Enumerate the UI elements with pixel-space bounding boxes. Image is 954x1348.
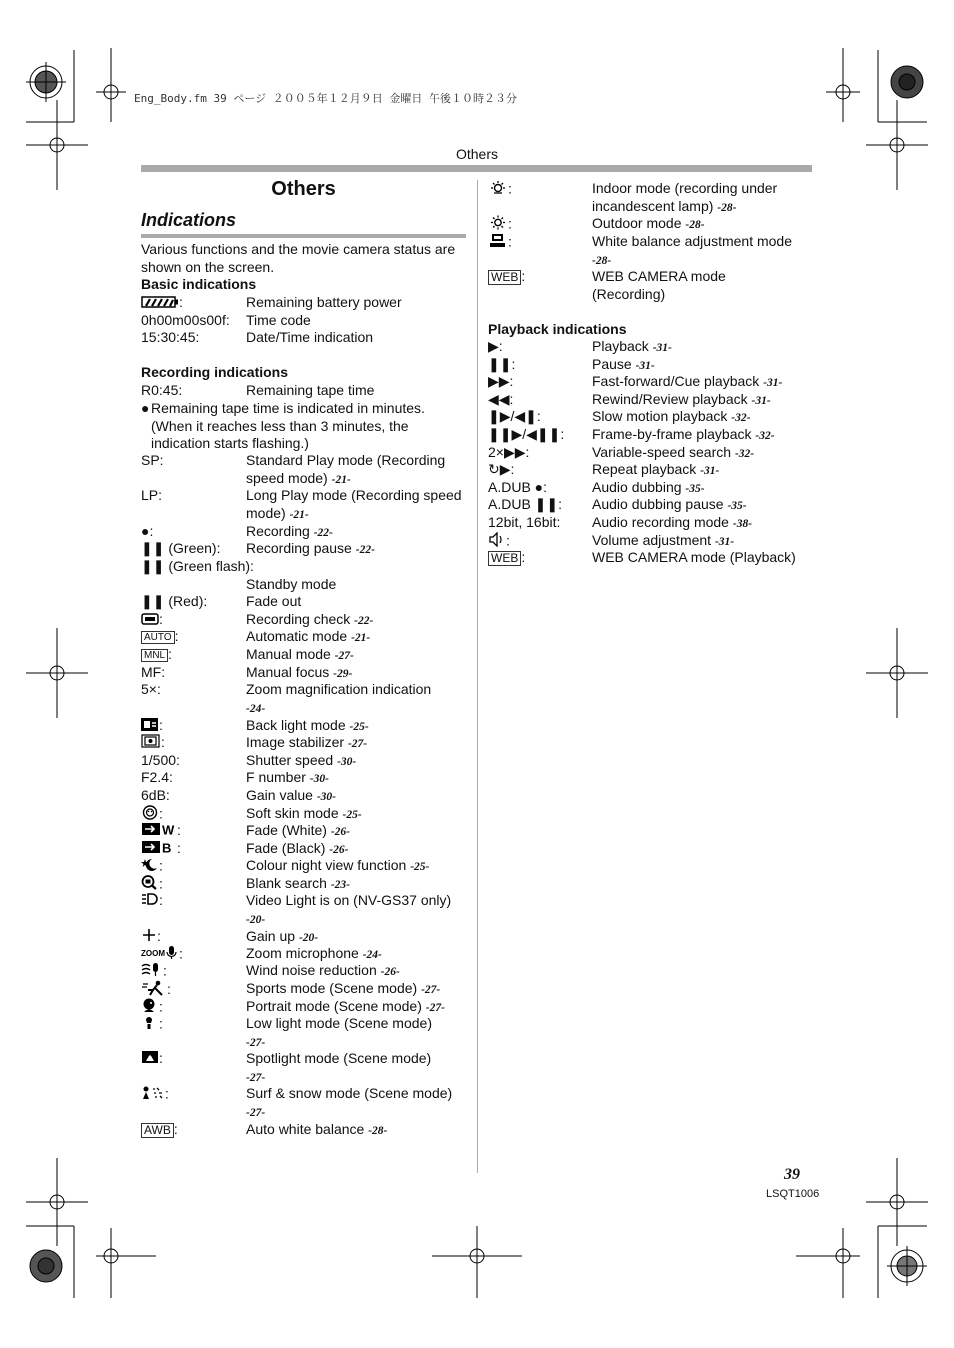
page-ref: -27-: [246, 1071, 266, 1084]
page-ref: -28-: [592, 254, 612, 267]
playback-row: [488, 391, 813, 409]
rec-value: Zoom microphone: [246, 945, 359, 961]
recording-row: [141, 628, 466, 646]
rec-value: Portrait mode (Scene mode): [246, 998, 422, 1014]
wb-row: [488, 268, 813, 304]
rec-key: :: [174, 628, 179, 644]
recording-row: [141, 1015, 466, 1051]
surf-snow-icon: [141, 1085, 165, 1105]
pb-value: Audio dubbing pause: [592, 496, 724, 512]
recording-row: [141, 857, 466, 875]
rec-value: Recording: [246, 523, 310, 539]
recording-row: [141, 1121, 466, 1139]
pb-key: ◀◀:: [488, 391, 514, 407]
recording-row: [141, 752, 466, 770]
pb-value: Pause: [592, 356, 632, 372]
intro-text: Various functions and the movie camera status are shown on the screen.: [141, 241, 456, 275]
page-ref: -27-: [425, 1002, 445, 1014]
recording-row: [141, 1085, 466, 1121]
recording-row: [141, 805, 466, 823]
rec-key: MF:: [141, 664, 166, 680]
rec-key: :: [159, 611, 163, 627]
recording-row: [141, 452, 466, 488]
page-ref: -31-: [652, 342, 672, 354]
outdoor-mode-icon: [488, 215, 508, 235]
bullet-icon: ●: [141, 400, 150, 416]
basic-value: Time code: [246, 312, 311, 328]
wb-key: :: [508, 233, 512, 250]
rec-value: Back light mode: [246, 717, 346, 733]
rec-key: :: [159, 717, 163, 733]
pb-value: Variable-speed search: [592, 444, 732, 460]
recording-row: [141, 875, 466, 893]
wb-adjust-icon: [488, 233, 508, 253]
running-head: Others: [455, 146, 498, 162]
page-ref: -21-: [289, 508, 309, 521]
recording-row: [141, 822, 466, 840]
page-ref: -31-: [635, 360, 655, 372]
pb-key: 12bit, 16bit:: [488, 514, 561, 530]
indoor-mode-icon: [488, 180, 508, 200]
page-ref: -29-: [333, 668, 353, 680]
page-ref: -22-: [355, 544, 375, 556]
rec-value: Wind noise reduction: [246, 962, 377, 978]
basic-value: Date/Time indication: [246, 329, 374, 345]
recording-row: [141, 681, 466, 717]
awb-badge: AWB: [141, 1123, 174, 1138]
rec-key: :: [157, 928, 161, 944]
page-ref: -38-: [732, 518, 753, 530]
playback-heading: Playback indications: [488, 321, 627, 337]
wb-value: White balance adjustment mode: [592, 233, 792, 249]
basic-key: 0h00m00s00f:: [141, 312, 230, 328]
page-ref: -32-: [755, 430, 775, 442]
column-divider: [477, 180, 478, 1173]
recording-row: [141, 717, 466, 735]
recording-row: [141, 611, 466, 629]
page-ref: -28-: [717, 201, 737, 214]
rec-value: Auto white balance: [246, 1121, 365, 1137]
wb-value: WEB CAMERA mode (Recording): [592, 268, 726, 302]
page-ref: -31-: [751, 395, 771, 407]
rec-value: Recording check: [246, 611, 351, 627]
rec-value: Shutter speed: [246, 752, 334, 768]
rec-value: Standard Play mode (Recording speed mode): [246, 452, 446, 486]
page-ref: -20-: [246, 913, 266, 926]
playback-row: [488, 479, 813, 497]
recording-row: [141, 928, 466, 946]
wind-noise-icon: [141, 962, 163, 982]
basic-value: Remaining battery power: [246, 294, 402, 310]
rec-value: Sports mode (Scene mode): [246, 980, 418, 996]
page-ref: -31-: [763, 377, 783, 389]
rec-value: Surf & snow mode (Scene mode): [246, 1085, 453, 1101]
page-ref: -24-: [362, 949, 382, 961]
page-ref: -26-: [380, 966, 400, 978]
rec-value: Gain value: [246, 787, 313, 803]
page-ref: -23-: [330, 879, 350, 891]
rec-key: 5×:: [141, 681, 161, 697]
battery-icon: [141, 295, 179, 313]
playback-row: [488, 444, 813, 462]
low-light-icon: [141, 1015, 159, 1035]
rec-key: :: [159, 998, 163, 1015]
pb-value: Fast-forward/Cue playback: [592, 373, 760, 389]
pb-value: Slow motion playback: [592, 408, 728, 424]
rec-key: :: [163, 962, 167, 979]
pb-key: ❚❚:: [488, 356, 516, 372]
rec-value: Automatic mode: [246, 628, 348, 644]
rec-key: ❚❚ (Green flash):: [141, 558, 254, 574]
page-ref: -30-: [309, 773, 329, 785]
recording-row: [141, 734, 466, 752]
recording-check-icon: [141, 612, 159, 630]
pb-key: ▶▶:: [488, 373, 514, 389]
page-ref: -27-: [246, 1036, 266, 1049]
recording-row: [141, 980, 466, 998]
file-header: Eng_Body.fm 39 ページ ２００５年１２月９日 金曜日 午後１０時２３分: [134, 92, 517, 105]
recording-heading: Recording indications: [141, 364, 289, 380]
wb-row: [488, 180, 813, 216]
pb-value: WEB CAMERA mode (Playback): [592, 549, 796, 565]
colour-night-view-icon: [141, 857, 159, 877]
page-ref: -31-: [700, 465, 720, 477]
wb-key: :: [508, 215, 512, 232]
recording-row: [141, 1050, 466, 1086]
rec-value: Manual focus: [246, 664, 330, 680]
page-ref: -28-: [368, 1125, 388, 1137]
rec-key: F2.4:: [141, 769, 173, 785]
rec-value: Recording pause: [246, 540, 352, 556]
rec-value: Soft skin mode: [246, 805, 339, 821]
page-ref: -25-: [342, 809, 362, 821]
pb-key: 2×▶▶:: [488, 444, 530, 460]
recording-row: [141, 487, 466, 523]
pb-value: Volume adjustment: [592, 532, 712, 548]
rec-key: :: [159, 857, 163, 874]
page-ref: -22-: [354, 615, 374, 627]
rec-value: Manual mode: [246, 646, 331, 662]
rec-value: Colour night view function: [246, 857, 407, 873]
page-ref: -26-: [329, 844, 349, 856]
rec-key: LP:: [141, 487, 163, 503]
recording-row: [141, 787, 466, 805]
rec-key: :: [159, 1015, 163, 1032]
rec-key: :: [177, 840, 181, 856]
basic-key: :: [179, 294, 183, 310]
rec-key: SP:: [141, 452, 164, 468]
wb-value: Outdoor mode: [592, 215, 682, 231]
page-ref: -32-: [731, 412, 751, 424]
rec-key: 1/500:: [141, 752, 180, 768]
wb-key: :: [508, 180, 512, 197]
video-light-icon: [141, 892, 159, 911]
basic-key: 15:30:45:: [141, 329, 200, 345]
pb-key: ❚▶/◀❚:: [488, 408, 541, 424]
rec-key: :: [159, 805, 163, 822]
page-title: Others: [271, 178, 336, 200]
fade-black-icon: [141, 840, 177, 859]
gain-up-icon: [141, 928, 157, 947]
auto-badge: AUTO: [141, 631, 175, 644]
page-ref: -30-: [316, 791, 336, 803]
pb-key: A.DUB ❚❚:: [488, 496, 563, 512]
recording-row: [141, 962, 466, 980]
rec-key: ❚❚ (Green):: [141, 540, 221, 556]
fade-white-icon: [141, 822, 177, 841]
recording-row: [141, 593, 466, 611]
page-ref: -25-: [349, 721, 369, 733]
page-ref: -27-: [334, 650, 354, 662]
playback-row: [488, 356, 813, 374]
rec-key: :: [177, 822, 181, 838]
page-ref: -32-: [734, 448, 755, 460]
rec-value: Video Light is on (NV-GS37 only): [246, 892, 452, 908]
web-badge: WEB: [488, 551, 521, 566]
page-ref: -27-: [421, 984, 441, 996]
pb-key: ❚❚▶/◀❚❚:: [488, 426, 565, 442]
pb-value: Rewind/Review playback: [592, 391, 748, 407]
web-badge: WEB: [488, 270, 521, 285]
page-ref: -22-: [313, 527, 333, 539]
rec-value: Blank search: [246, 875, 327, 891]
rec-value: Long Play mode (Recording speed mode): [246, 487, 462, 521]
rec-value: Fade (White): [246, 822, 327, 838]
rec-value: Gain up: [246, 928, 296, 944]
page-number: 39: [784, 1166, 800, 1183]
rec-key: :: [159, 875, 163, 892]
pb-value: Frame-by-frame playback: [592, 426, 752, 442]
rec-key: :: [173, 1121, 178, 1137]
model-code: LSQT1006: [766, 1188, 820, 1200]
page-ref: -25-: [410, 861, 430, 873]
rec-key: :: [179, 945, 183, 962]
playback-row: [488, 549, 813, 567]
rec-key: 6dB:: [141, 787, 170, 803]
rec-value: Fade out: [246, 593, 302, 609]
playback-row: [488, 496, 813, 514]
recording-row: [141, 382, 466, 400]
rec-key: R0:45:: [141, 382, 183, 398]
playback-row: [488, 532, 813, 550]
recording-row: [141, 945, 466, 963]
rec-value: Fade (Black): [246, 840, 326, 856]
recording-row: [141, 558, 466, 594]
pb-value: Playback: [592, 338, 649, 354]
page-ref: -20-: [298, 932, 319, 944]
recording-row: [141, 523, 466, 541]
mnl-badge: MNL: [141, 649, 168, 662]
rec-value: Low light mode (Scene mode): [246, 1015, 432, 1031]
pb-key: ▶:: [488, 338, 503, 354]
playback-row: [488, 373, 813, 391]
svg-text:B: B: [162, 840, 172, 854]
top-rule: [141, 165, 812, 172]
pb-key: :: [521, 549, 526, 565]
rec-value: Remaining tape time: [246, 382, 375, 398]
pb-key: A.DUB ●:: [488, 479, 548, 495]
page-ref: -35-: [727, 500, 747, 512]
wb-value: Indoor mode (recording under incandescent lamp): [592, 180, 778, 214]
playback-row: [488, 461, 813, 479]
rec-value: Image stabilizer: [246, 734, 345, 750]
zoom-label: ZOOM: [141, 949, 165, 958]
page-ref: -21-: [331, 473, 351, 486]
section-subtitle: Indications: [141, 210, 237, 230]
rec-key: :: [161, 734, 165, 750]
page-ref: -24-: [246, 702, 266, 715]
pb-key: :: [506, 532, 510, 549]
page-ref: -30-: [337, 756, 357, 768]
svg-text:W: W: [162, 822, 175, 836]
recording-row: [141, 646, 466, 664]
basic-row: [141, 329, 466, 347]
subtitle-rule: [141, 234, 466, 238]
recording-row: [141, 769, 466, 787]
spotlight-icon: [141, 1050, 159, 1069]
playback-row: [488, 514, 813, 532]
rec-key: :: [168, 646, 173, 662]
page-ref: -28-: [685, 219, 705, 231]
wb-row: [488, 215, 813, 233]
page-ref: -31-: [714, 536, 735, 548]
rec-key: :: [165, 1085, 169, 1102]
rec-key: :: [167, 981, 171, 997]
image-stabilizer-icon: [141, 734, 161, 753]
rec-value: Zoom magnification indication: [246, 681, 432, 697]
rec-value: F number: [246, 769, 306, 785]
pb-value: Repeat playback: [592, 461, 697, 477]
page-ref: -26-: [330, 826, 350, 838]
playback-row: [488, 338, 813, 356]
page-ref: -27-: [246, 1106, 266, 1119]
wb-key: :: [521, 268, 526, 284]
playback-row: [488, 408, 813, 426]
wb-row: [488, 233, 813, 269]
rec-key: :: [159, 1050, 163, 1066]
rec-value: Standby mode: [246, 575, 337, 592]
recording-row: [141, 998, 466, 1016]
note-text: Remaining tape time is indicated in minutes. (When it reaches less than 3 minutes, the indication starts flashing.): [151, 400, 425, 452]
basic-row: [141, 294, 466, 312]
basic-row: [141, 312, 466, 330]
pb-value: Audio recording mode: [592, 514, 729, 530]
rec-value: Spotlight mode (Scene mode): [246, 1050, 432, 1066]
recording-row: [141, 892, 466, 928]
recording-row: [141, 840, 466, 858]
pb-key: ↻▶:: [488, 461, 515, 477]
page-ref: -35-: [685, 483, 705, 495]
remaining-tape-note: [141, 400, 466, 453]
recording-row: [141, 540, 466, 558]
playback-row: [488, 426, 813, 444]
backlight-icon: [141, 718, 159, 736]
basic-heading: Basic indications: [141, 276, 257, 292]
recording-row: [141, 664, 466, 682]
rec-key: :: [159, 892, 163, 908]
pb-value: Audio dubbing: [592, 479, 682, 495]
page-ref: -27-: [347, 738, 368, 750]
rec-key: ❚❚ (Red):: [141, 593, 208, 609]
page-ref: -21-: [351, 632, 371, 644]
rec-key: ●:: [141, 523, 154, 539]
